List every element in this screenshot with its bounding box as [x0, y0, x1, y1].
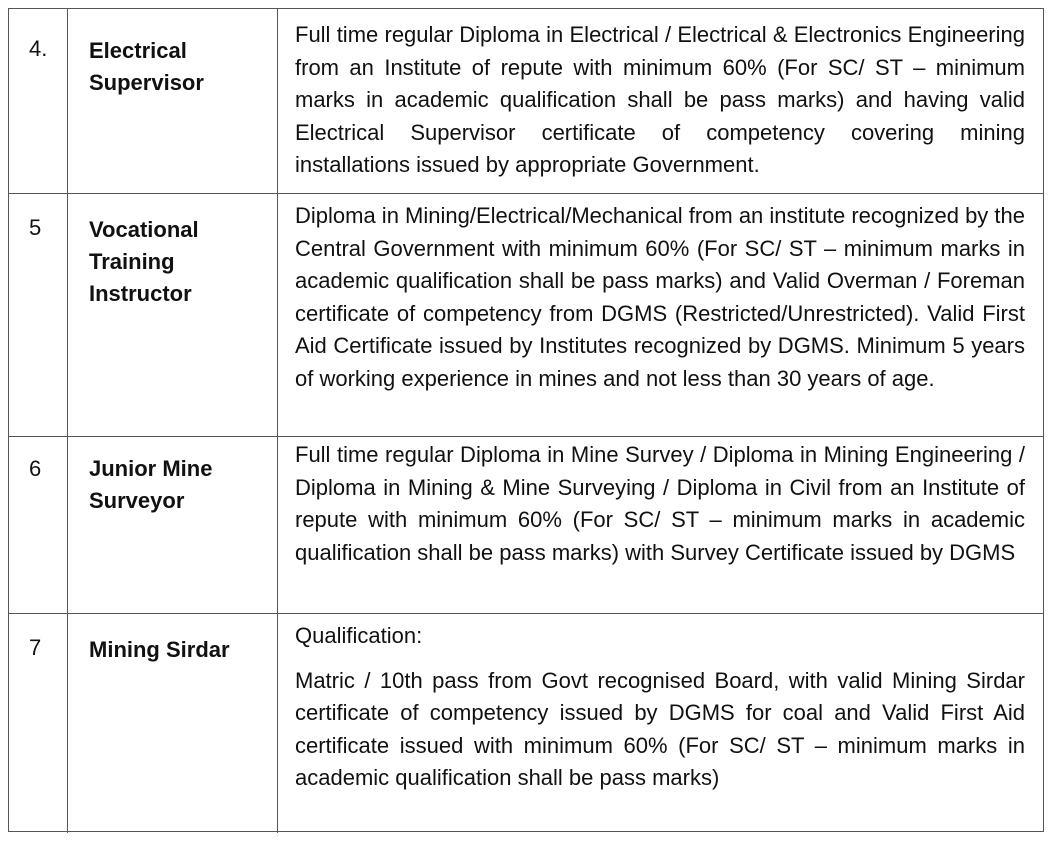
- serial-number: 6: [29, 456, 42, 481]
- column-divider: [277, 194, 278, 436]
- serial-number: 7: [29, 635, 42, 660]
- qualification-table: [8, 8, 1044, 832]
- qualification-text: Matric / 10th pass from Govt recognised Board, with valid Mining Sirdar certificate of competency issued by DGMS for coal and Valid First Aid certificate issued with minimum 60% (For SC/ ST – minimum marks in academic qualification shall be pass marks): [295, 667, 1025, 791]
- table-row: [9, 9, 1043, 194]
- table-row: [9, 614, 1043, 833]
- post-name: Electrical Supervisor: [89, 38, 204, 95]
- qualification-text: Full time regular Diploma in Mine Survey / Diploma in Mining Engineering / Diploma in Mining & Mine Surveying / Diploma in Civil from an Institute of repute with minimum 60% (For SC/ ST – minimum marks in academic qualification shall be pass marks) with Survey Certificate issued by DGMS: [295, 442, 1025, 565]
- table-row: [9, 437, 1043, 614]
- column-divider: [277, 614, 278, 833]
- serial-number: 4.: [29, 36, 48, 61]
- table-row: [9, 194, 1043, 437]
- column-divider: [277, 9, 278, 193]
- post-name: Vocational Training Instructor: [89, 217, 199, 306]
- post-name: Mining Sirdar: [89, 637, 230, 662]
- post-name: Junior Mine Surveyor: [89, 456, 213, 513]
- serial-number: 5: [29, 215, 42, 240]
- column-divider: [67, 9, 68, 193]
- column-divider: [67, 437, 68, 613]
- qualification-heading: Qualification:: [295, 623, 423, 648]
- column-divider: [277, 437, 278, 613]
- column-divider: [67, 194, 68, 436]
- qualification-block: [295, 620, 1025, 795]
- qualification-text: Full time regular Diploma in Electrical / Electrical & Electronics Engineering from an Institute of repute with minimum 60% (For SC/ ST – minimum marks in academic qualification shall be pass marks) and having valid Electrical Supervisor certificate of competency covering mining installations issued by appropriate Government.: [295, 22, 1025, 178]
- column-divider: [67, 614, 68, 833]
- qualification-text: Diploma in Mining/Electrical/Mechanical from an institute recognized by the Central Government with minimum 60% (For SC/ ST – minimum marks in academic qualification shall be pass marks) and Valid Overman / Foreman certificate of competency from DGMS (Restricted/Unrestricted). Valid First Aid Certificate issued by Institutes recognized by DGMS. Minimum 5 years of working experience in mines and not less than 30 years of age.: [295, 203, 1026, 391]
